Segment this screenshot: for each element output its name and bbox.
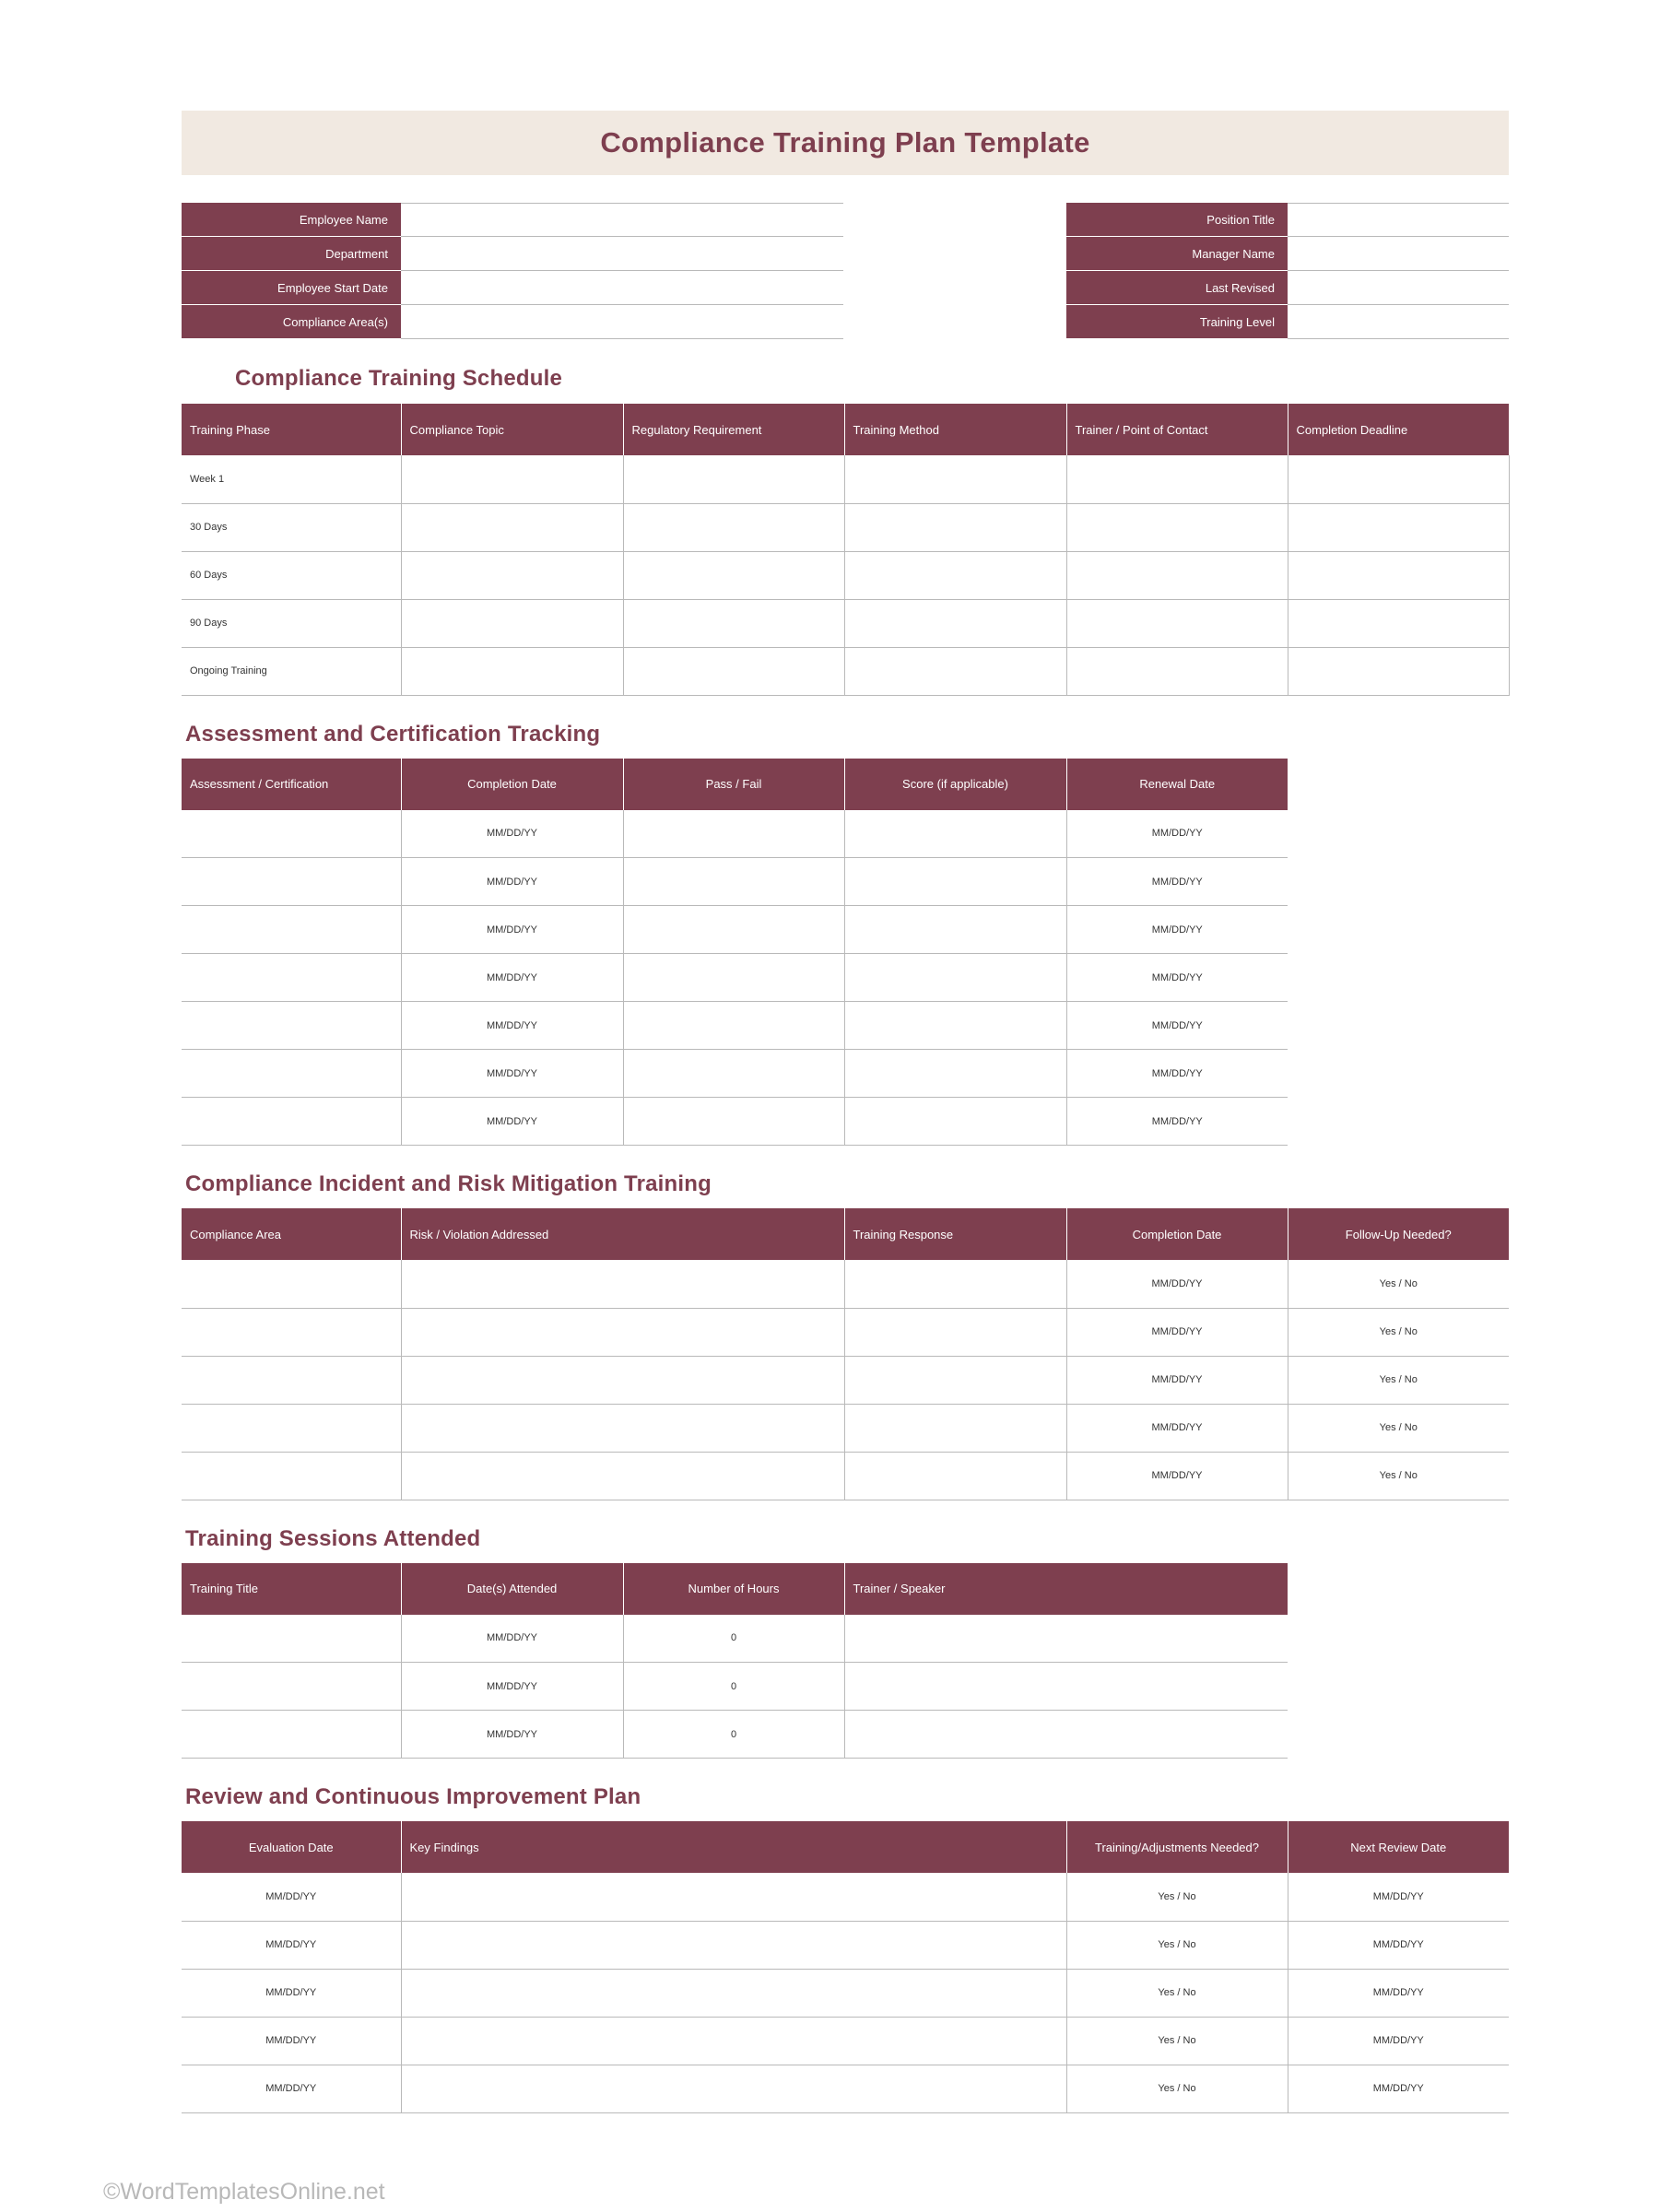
table-cell[interactable] xyxy=(182,810,401,858)
table-row xyxy=(182,1404,1509,1452)
date-attended-cell[interactable]: MM/DD/YY xyxy=(401,1711,623,1759)
renewal-date-cell[interactable]: MM/DD/YY xyxy=(1066,858,1288,906)
column-header: Number of Hours xyxy=(623,1563,844,1615)
table-cell[interactable] xyxy=(844,1002,1066,1050)
table-cell[interactable] xyxy=(401,551,623,599)
table-row xyxy=(182,1050,1288,1098)
info-label-department: Department xyxy=(182,237,401,271)
phase-cell: Week 1 xyxy=(182,455,401,503)
hours-cell[interactable]: 0 xyxy=(623,1615,844,1663)
evaluation-date-cell[interactable]: MM/DD/YY xyxy=(182,1969,401,2017)
info-label-training-level: Training Level xyxy=(1066,305,1288,339)
renewal-date-cell[interactable]: MM/DD/YY xyxy=(1066,954,1288,1002)
completion-date-cell[interactable]: MM/DD/YY xyxy=(401,1098,623,1146)
table-row xyxy=(182,858,1288,906)
completion-date-cell[interactable]: MM/DD/YY xyxy=(1066,1452,1288,1500)
table-row xyxy=(182,1260,1509,1308)
table-cell[interactable] xyxy=(844,455,1066,503)
table-row xyxy=(182,1098,1288,1146)
last-revised-field[interactable] xyxy=(1288,271,1509,305)
column-header: Key Findings xyxy=(401,1821,1066,1873)
table-cell[interactable] xyxy=(844,1663,1288,1711)
info-label-employee-name: Employee Name xyxy=(182,203,401,237)
column-header: Score (if applicable) xyxy=(844,759,1066,810)
table-cell[interactable] xyxy=(623,858,844,906)
table-cell[interactable] xyxy=(401,1260,844,1308)
table-cell[interactable] xyxy=(401,1356,844,1404)
evaluation-date-cell[interactable]: MM/DD/YY xyxy=(182,2065,401,2112)
table-cell[interactable] xyxy=(401,2065,1066,2112)
table-cell[interactable] xyxy=(623,599,844,647)
column-header: Regulatory Requirement xyxy=(623,404,844,455)
table-cell[interactable] xyxy=(844,1615,1288,1663)
compliance-areas-field[interactable] xyxy=(401,305,843,339)
table-cell[interactable] xyxy=(844,647,1066,695)
column-header: Next Review Date xyxy=(1288,1821,1509,1873)
table-cell[interactable] xyxy=(844,954,1066,1002)
info-row xyxy=(1066,203,1509,237)
table-cell[interactable] xyxy=(182,1663,401,1711)
column-header: Training Method xyxy=(844,404,1066,455)
assessment-table xyxy=(182,759,1288,1147)
completion-date-cell[interactable]: MM/DD/YY xyxy=(401,954,623,1002)
info-label-position-title: Position Title xyxy=(1066,203,1288,237)
column-header: Completion Date xyxy=(1066,1208,1288,1260)
table-cell[interactable] xyxy=(401,599,623,647)
table-header-row xyxy=(182,1563,1288,1615)
table-cell[interactable] xyxy=(844,1260,1066,1308)
position-title-field[interactable] xyxy=(1288,203,1509,237)
table-row xyxy=(182,954,1288,1002)
table-cell[interactable] xyxy=(844,906,1066,954)
employee-info-right xyxy=(1066,203,1509,339)
table-cell[interactable] xyxy=(182,858,401,906)
next-review-date-cell[interactable]: MM/DD/YY xyxy=(1288,1921,1509,1969)
table-row xyxy=(182,810,1288,858)
table-cell[interactable] xyxy=(623,906,844,954)
table-row xyxy=(182,1969,1509,2017)
next-review-date-cell[interactable]: MM/DD/YY xyxy=(1288,2065,1509,2112)
table-cell[interactable] xyxy=(623,455,844,503)
table-cell[interactable] xyxy=(844,1308,1066,1356)
table-cell[interactable] xyxy=(844,599,1066,647)
adjustments-cell[interactable]: Yes / No xyxy=(1066,1873,1288,1921)
column-header: Pass / Fail xyxy=(623,759,844,810)
table-row xyxy=(182,1921,1509,1969)
column-header: Trainer / Point of Contact xyxy=(1066,404,1288,455)
evaluation-date-cell[interactable]: MM/DD/YY xyxy=(182,1921,401,1969)
table-cell[interactable] xyxy=(623,1002,844,1050)
column-header: Completion Date xyxy=(401,759,623,810)
table-header-row xyxy=(182,1821,1509,1873)
table-cell[interactable] xyxy=(623,647,844,695)
column-header: Training Phase xyxy=(182,404,401,455)
column-header: Renewal Date xyxy=(1066,759,1288,810)
employee-info-left xyxy=(182,203,843,339)
table-cell[interactable] xyxy=(844,551,1066,599)
table-cell[interactable] xyxy=(401,647,623,695)
next-review-date-cell[interactable]: MM/DD/YY xyxy=(1288,1873,1509,1921)
table-cell[interactable] xyxy=(844,1050,1066,1098)
table-cell[interactable] xyxy=(401,455,623,503)
completion-date-cell[interactable]: MM/DD/YY xyxy=(401,810,623,858)
section-title-incident: Compliance Incident and Risk Mitigation Training xyxy=(185,1171,712,1196)
renewal-date-cell[interactable]: MM/DD/YY xyxy=(1066,1002,1288,1050)
table-cell[interactable] xyxy=(623,503,844,551)
column-header: Completion Deadline xyxy=(1288,404,1509,455)
table-cell[interactable] xyxy=(844,1098,1066,1146)
table-cell[interactable] xyxy=(401,1452,844,1500)
table-cell[interactable] xyxy=(1288,599,1509,647)
table-cell[interactable] xyxy=(401,1308,844,1356)
table-cell[interactable] xyxy=(844,1356,1066,1404)
info-row xyxy=(182,305,843,339)
completion-date-cell[interactable]: MM/DD/YY xyxy=(1066,1404,1288,1452)
table-cell[interactable] xyxy=(1288,551,1509,599)
hours-cell[interactable]: 0 xyxy=(623,1663,844,1711)
column-header: Assessment / Certification xyxy=(182,759,401,810)
table-row xyxy=(182,503,1509,551)
date-attended-cell[interactable]: MM/DD/YY xyxy=(401,1663,623,1711)
info-label-last-revised: Last Revised xyxy=(1066,271,1288,305)
table-cell[interactable] xyxy=(623,1050,844,1098)
table-cell[interactable] xyxy=(844,810,1066,858)
table-row xyxy=(182,1356,1509,1404)
completion-date-cell[interactable]: MM/DD/YY xyxy=(1066,1356,1288,1404)
renewal-date-cell[interactable]: MM/DD/YY xyxy=(1066,810,1288,858)
column-header: Risk / Violation Addressed xyxy=(401,1208,844,1260)
employee-info-block xyxy=(182,203,1509,339)
table-row xyxy=(182,455,1509,503)
table-cell[interactable] xyxy=(1066,503,1288,551)
info-label-compliance-areas: Compliance Area(s) xyxy=(182,305,401,339)
table-cell[interactable] xyxy=(1066,599,1288,647)
completion-date-cell[interactable]: MM/DD/YY xyxy=(401,1050,623,1098)
column-header: Compliance Area xyxy=(182,1208,401,1260)
table-row xyxy=(182,1002,1288,1050)
table-cell[interactable] xyxy=(182,1711,401,1759)
review-table xyxy=(182,1821,1509,2113)
column-header: Training Response xyxy=(844,1208,1066,1260)
sessions-table xyxy=(182,1563,1288,1759)
info-row xyxy=(1066,237,1509,271)
hours-cell[interactable]: 0 xyxy=(623,1711,844,1759)
section-title-review: Review and Continuous Improvement Plan xyxy=(185,1784,641,1809)
renewal-date-cell[interactable]: MM/DD/YY xyxy=(1066,1050,1288,1098)
info-label-manager-name: Manager Name xyxy=(1066,237,1288,271)
table-cell[interactable] xyxy=(401,1873,1066,1921)
renewal-date-cell[interactable]: MM/DD/YY xyxy=(1066,1098,1288,1146)
table-row xyxy=(182,906,1288,954)
table-cell[interactable] xyxy=(623,954,844,1002)
incident-table xyxy=(182,1208,1509,1500)
table-cell[interactable] xyxy=(182,1356,401,1404)
table-cell[interactable] xyxy=(182,906,401,954)
table-cell[interactable] xyxy=(182,1308,401,1356)
table-row xyxy=(182,1711,1288,1759)
adjustments-cell[interactable]: Yes / No xyxy=(1066,1969,1288,2017)
info-row xyxy=(1066,271,1509,305)
table-cell[interactable] xyxy=(844,1711,1288,1759)
adjustments-cell[interactable]: Yes / No xyxy=(1066,1921,1288,1969)
watermark: ©WordTemplatesOnline.net xyxy=(103,2179,385,2205)
table-row xyxy=(182,2017,1509,2065)
table-header-row xyxy=(182,404,1509,455)
evaluation-date-cell[interactable]: MM/DD/YY xyxy=(182,2017,401,2065)
table-cell[interactable] xyxy=(1066,455,1288,503)
info-row xyxy=(182,237,843,271)
table-cell[interactable] xyxy=(182,1050,401,1098)
section-title-assessment: Assessment and Certification Tracking xyxy=(185,721,601,747)
column-header: Trainer / Speaker xyxy=(844,1563,1288,1615)
title-bar xyxy=(182,111,1509,175)
table-cell[interactable] xyxy=(401,1921,1066,1969)
phase-cell: 30 Days xyxy=(182,503,401,551)
table-cell[interactable] xyxy=(1288,503,1509,551)
table-row xyxy=(182,647,1509,695)
follow-up-cell[interactable]: Yes / No xyxy=(1288,1404,1509,1452)
training-level-field[interactable] xyxy=(1288,305,1509,339)
completion-date-cell[interactable]: MM/DD/YY xyxy=(401,858,623,906)
section-title-schedule: Compliance Training Schedule xyxy=(235,366,563,391)
table-cell[interactable] xyxy=(844,858,1066,906)
adjustments-cell[interactable]: Yes / No xyxy=(1066,2017,1288,2065)
table-row xyxy=(182,599,1509,647)
table-cell[interactable] xyxy=(182,954,401,1002)
table-row xyxy=(182,1452,1509,1500)
table-cell[interactable] xyxy=(401,1969,1066,2017)
table-cell[interactable] xyxy=(844,1452,1066,1500)
phase-cell: Ongoing Training xyxy=(182,647,401,695)
column-header: Evaluation Date xyxy=(182,1821,401,1873)
table-header-row xyxy=(182,759,1288,810)
table-cell[interactable] xyxy=(182,1002,401,1050)
document-page xyxy=(182,111,1509,2113)
evaluation-date-cell[interactable]: MM/DD/YY xyxy=(182,1873,401,1921)
follow-up-cell[interactable]: Yes / No xyxy=(1288,1308,1509,1356)
table-row xyxy=(182,551,1509,599)
table-cell[interactable] xyxy=(182,1098,401,1146)
table-cell[interactable] xyxy=(1066,551,1288,599)
table-cell[interactable] xyxy=(401,2017,1066,2065)
table-cell[interactable] xyxy=(623,1098,844,1146)
next-review-date-cell[interactable]: MM/DD/YY xyxy=(1288,1969,1509,2017)
table-row xyxy=(182,1615,1288,1663)
adjustments-cell[interactable]: Yes / No xyxy=(1066,2065,1288,2112)
info-row xyxy=(182,203,843,237)
follow-up-cell[interactable]: Yes / No xyxy=(1288,1452,1509,1500)
table-cell[interactable] xyxy=(844,503,1066,551)
table-cell[interactable] xyxy=(1288,647,1509,695)
table-cell[interactable] xyxy=(182,1404,401,1452)
phase-cell: 90 Days xyxy=(182,599,401,647)
info-row xyxy=(182,271,843,305)
completion-date-cell[interactable]: MM/DD/YY xyxy=(401,906,623,954)
column-header: Date(s) Attended xyxy=(401,1563,623,1615)
table-cell[interactable] xyxy=(182,1260,401,1308)
column-header: Training/Adjustments Needed? xyxy=(1066,1821,1288,1873)
table-cell[interactable] xyxy=(623,810,844,858)
follow-up-cell[interactable]: Yes / No xyxy=(1288,1356,1509,1404)
table-cell[interactable] xyxy=(623,551,844,599)
table-cell[interactable] xyxy=(844,1404,1066,1452)
completion-date-cell[interactable]: MM/DD/YY xyxy=(1066,1308,1288,1356)
follow-up-cell[interactable]: Yes / No xyxy=(1288,1260,1509,1308)
phase-cell: 60 Days xyxy=(182,551,401,599)
schedule-table xyxy=(182,404,1510,696)
column-header: Compliance Topic xyxy=(401,404,623,455)
table-cell[interactable] xyxy=(1066,647,1288,695)
department-field[interactable] xyxy=(401,237,843,271)
completion-date-cell[interactable]: MM/DD/YY xyxy=(401,1002,623,1050)
renewal-date-cell[interactable]: MM/DD/YY xyxy=(1066,906,1288,954)
table-cell[interactable] xyxy=(401,1404,844,1452)
manager-name-field[interactable] xyxy=(1288,237,1509,271)
table-row xyxy=(182,1663,1288,1711)
table-cell[interactable] xyxy=(1288,455,1509,503)
employee-name-field[interactable] xyxy=(401,203,843,237)
date-attended-cell[interactable]: MM/DD/YY xyxy=(401,1615,623,1663)
table-cell[interactable] xyxy=(401,503,623,551)
section-title-sessions: Training Sessions Attended xyxy=(185,1525,481,1551)
table-row xyxy=(182,1308,1509,1356)
info-label-start-date: Employee Start Date xyxy=(182,271,401,305)
next-review-date-cell[interactable]: MM/DD/YY xyxy=(1288,2017,1509,2065)
table-row xyxy=(182,1873,1509,1921)
table-cell[interactable] xyxy=(182,1452,401,1500)
completion-date-cell[interactable]: MM/DD/YY xyxy=(1066,1260,1288,1308)
table-cell[interactable] xyxy=(182,1615,401,1663)
info-row xyxy=(1066,305,1509,339)
table-row xyxy=(182,2065,1509,2112)
table-header-row xyxy=(182,1208,1509,1260)
column-header: Training Title xyxy=(182,1563,401,1615)
start-date-field[interactable] xyxy=(401,271,843,305)
page-title: Compliance Training Plan Template xyxy=(600,126,1090,159)
column-header: Follow-Up Needed? xyxy=(1288,1208,1509,1260)
